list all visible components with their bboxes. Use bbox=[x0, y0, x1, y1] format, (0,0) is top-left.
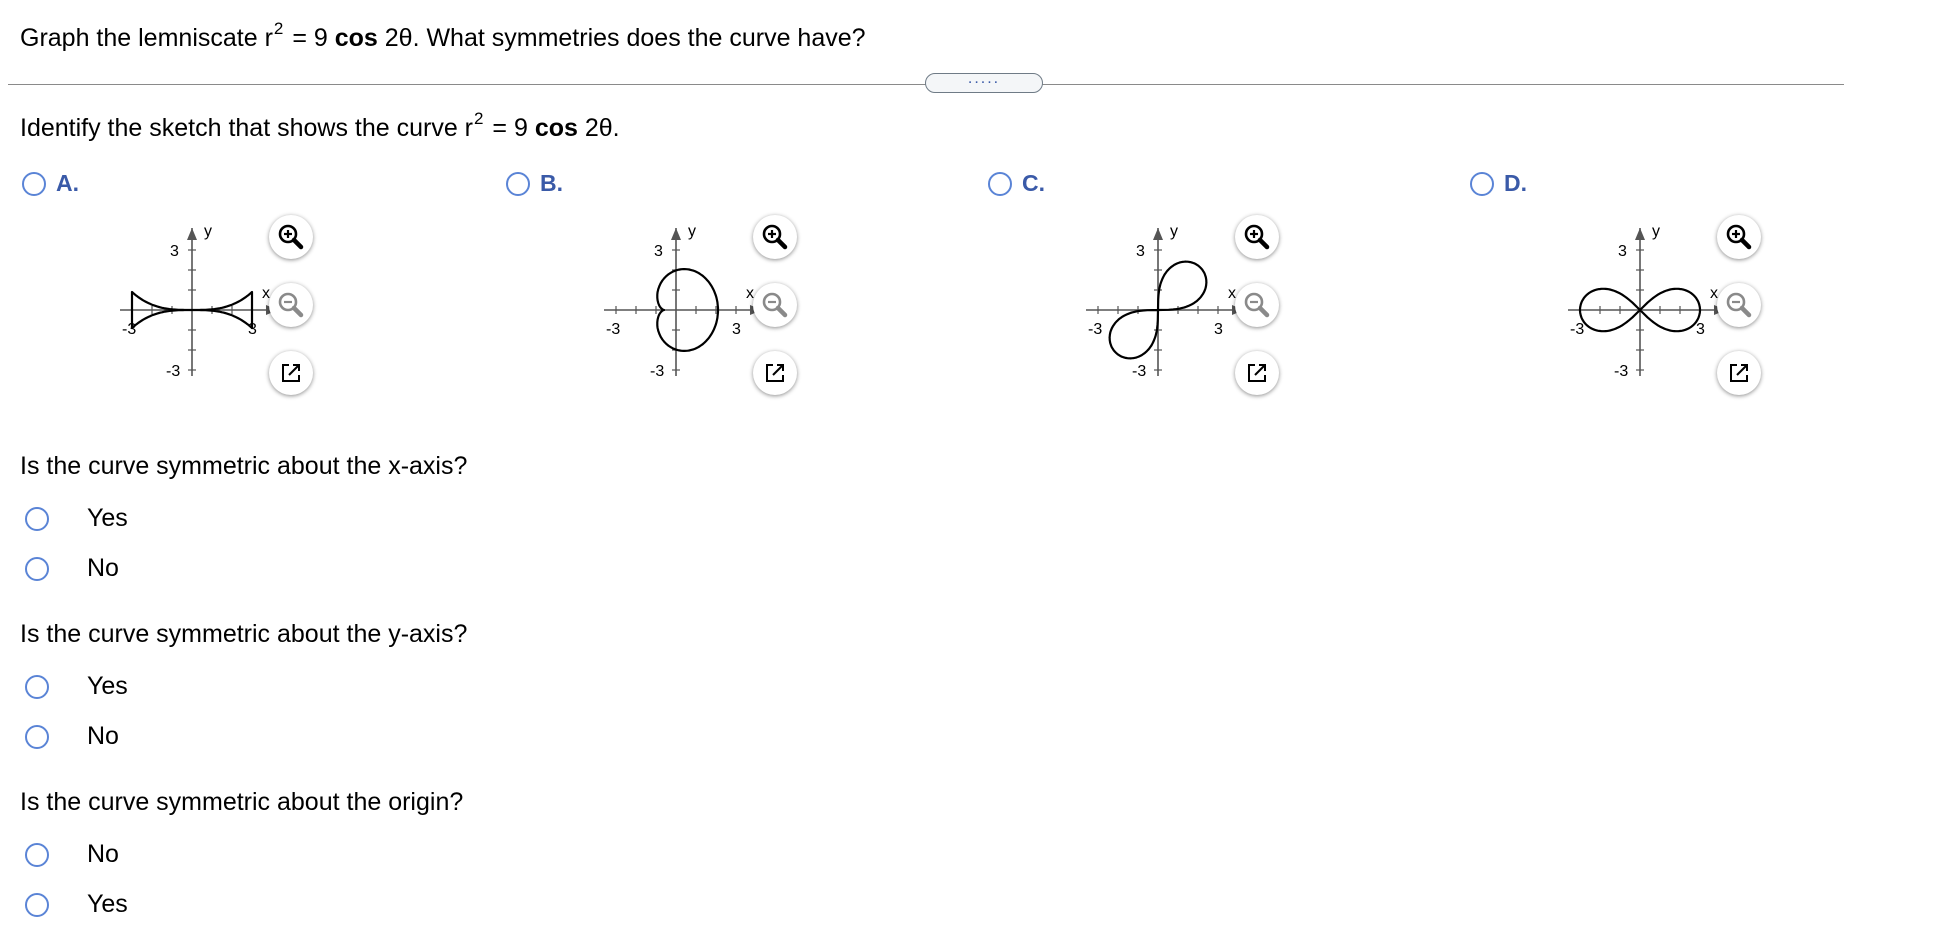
zoom-in-icon bbox=[1724, 222, 1754, 252]
zoom-in-icon bbox=[1242, 222, 1272, 252]
y-tick-label-pos: 3 bbox=[170, 243, 179, 260]
y-axis-label: y bbox=[204, 223, 212, 240]
popout-button[interactable] bbox=[1235, 351, 1279, 395]
choice-letter[interactable]: B. bbox=[540, 170, 563, 196]
x-tick-label-neg: -3 bbox=[1088, 321, 1103, 338]
choice-b bbox=[506, 170, 986, 410]
y-tick-label-neg: -3 bbox=[1614, 363, 1629, 380]
choice-b-graph bbox=[551, 215, 754, 405]
expand-dots: ..... bbox=[967, 70, 1001, 87]
y-axis-label: y bbox=[688, 223, 696, 240]
exponent: 2 bbox=[474, 109, 484, 128]
x-tick-label-neg: -3 bbox=[1570, 321, 1585, 338]
symmetry-question-1: Is the curve symmetric about the x-axis? bbox=[20, 452, 468, 480]
equation-part: = 9 bbox=[285, 24, 335, 52]
symmetry-1-option-no[interactable] bbox=[25, 554, 119, 583]
choice-letter[interactable]: D. bbox=[1504, 170, 1527, 196]
choice-a bbox=[22, 170, 502, 410]
x-tick-label-neg: -3 bbox=[606, 321, 621, 338]
choice-letter[interactable]: C. bbox=[1022, 170, 1045, 196]
y-axis-arrow bbox=[187, 228, 197, 240]
x-tick-label-neg: -3 bbox=[122, 321, 137, 338]
popout-icon bbox=[1242, 358, 1272, 388]
question-text: Graph the lemniscate r bbox=[20, 24, 273, 52]
y-axis-label: y bbox=[1170, 223, 1178, 240]
option-label[interactable]: Yes bbox=[87, 672, 128, 700]
choice-letter[interactable]: A. bbox=[56, 170, 79, 196]
question-text-end: 2θ. What symmetries does the curve have? bbox=[377, 24, 866, 52]
prompt-text: Identify the sketch that shows the curve r bbox=[20, 114, 474, 142]
choice-c-header[interactable] bbox=[988, 170, 1045, 197]
y-tick-label-neg: -3 bbox=[650, 363, 665, 380]
choice-b-header[interactable] bbox=[506, 170, 563, 197]
popout-button[interactable] bbox=[753, 351, 797, 395]
option-label[interactable]: Yes bbox=[87, 890, 128, 918]
zoom-out-button[interactable] bbox=[269, 283, 313, 327]
symmetry-3-option-no[interactable] bbox=[25, 840, 119, 869]
y-axis-label: y bbox=[1652, 223, 1660, 240]
symmetry-2-option-no[interactable] bbox=[25, 722, 119, 751]
choice-d-header[interactable] bbox=[1470, 170, 1527, 197]
option-label[interactable]: No bbox=[87, 554, 119, 582]
choice-a-graph bbox=[67, 215, 270, 405]
zoom-out-button[interactable] bbox=[1235, 283, 1279, 327]
symmetry-question-3: Is the curve symmetric about the origin? bbox=[20, 788, 464, 816]
exponent: 2 bbox=[273, 19, 284, 38]
choice-c bbox=[988, 170, 1468, 410]
y-tick-label-pos: 3 bbox=[1618, 243, 1627, 260]
zoom-out-icon bbox=[276, 290, 306, 320]
cos-text: cos bbox=[334, 24, 378, 52]
popout-icon bbox=[1724, 358, 1754, 388]
equation-part: = 9 bbox=[485, 114, 535, 142]
zoom-out-icon bbox=[760, 290, 790, 320]
y-tick-label-pos: 3 bbox=[1136, 243, 1145, 260]
x-tick-label-pos: 3 bbox=[732, 321, 741, 338]
popout-icon bbox=[276, 358, 306, 388]
choice-c-radio[interactable] bbox=[988, 172, 1012, 196]
choice-a-header[interactable] bbox=[22, 170, 79, 197]
option-label[interactable]: No bbox=[87, 840, 119, 868]
zoom-in-button[interactable] bbox=[269, 215, 313, 259]
x-axis-label: x bbox=[1228, 285, 1236, 302]
zoom-in-button[interactable] bbox=[753, 215, 797, 259]
identify-prompt bbox=[20, 109, 620, 143]
zoom-out-button[interactable] bbox=[753, 283, 797, 327]
y-tick-label-neg: -3 bbox=[1132, 363, 1147, 380]
option-radio[interactable] bbox=[25, 725, 49, 749]
expand-button[interactable] bbox=[925, 70, 1043, 93]
zoom-out-button[interactable] bbox=[1717, 283, 1761, 327]
option-radio[interactable] bbox=[25, 893, 49, 917]
zoom-out-icon bbox=[1242, 290, 1272, 320]
x-axis-label: x bbox=[1710, 285, 1718, 302]
option-radio[interactable] bbox=[25, 507, 49, 531]
symmetry-3-option-yes[interactable] bbox=[25, 890, 128, 919]
symmetry-2-option-yes[interactable] bbox=[25, 672, 128, 701]
prompt-text-end: 2θ. bbox=[577, 114, 620, 142]
x-axis-label: x bbox=[262, 285, 270, 302]
y-tick-label-neg: -3 bbox=[166, 363, 181, 380]
choice-c-graph bbox=[1033, 215, 1236, 405]
option-radio[interactable] bbox=[25, 557, 49, 581]
popout-icon bbox=[760, 358, 790, 388]
x-tick-label-pos: 3 bbox=[248, 321, 257, 338]
zoom-in-button[interactable] bbox=[1235, 215, 1279, 259]
popout-button[interactable] bbox=[269, 351, 313, 395]
x-tick-label-pos: 3 bbox=[1214, 321, 1223, 338]
zoom-in-icon bbox=[276, 222, 306, 252]
zoom-in-button[interactable] bbox=[1717, 215, 1761, 259]
option-label[interactable]: Yes bbox=[87, 504, 128, 532]
y-tick-label-pos: 3 bbox=[654, 243, 663, 260]
option-label[interactable]: No bbox=[87, 722, 119, 750]
choice-d-graph bbox=[1515, 215, 1718, 405]
y-axis-arrow bbox=[1153, 228, 1163, 240]
option-radio[interactable] bbox=[25, 843, 49, 867]
x-axis-label: x bbox=[746, 285, 754, 302]
choice-b-radio[interactable] bbox=[506, 172, 530, 196]
cos-text: cos bbox=[534, 114, 578, 142]
zoom-in-icon bbox=[760, 222, 790, 252]
zoom-out-icon bbox=[1724, 290, 1754, 320]
x-tick-label-pos: 3 bbox=[1696, 321, 1705, 338]
question-title bbox=[20, 19, 866, 53]
symmetry-question-2: Is the curve symmetric about the y-axis? bbox=[20, 620, 468, 648]
popout-button[interactable] bbox=[1717, 351, 1761, 395]
y-axis-arrow bbox=[671, 228, 681, 240]
y-axis-arrow bbox=[1635, 228, 1645, 240]
choice-d bbox=[1470, 170, 1950, 410]
symmetry-1-option-yes[interactable] bbox=[25, 504, 128, 533]
option-radio[interactable] bbox=[25, 675, 49, 699]
choice-d-radio[interactable] bbox=[1470, 172, 1494, 196]
choice-a-radio[interactable] bbox=[22, 172, 46, 196]
